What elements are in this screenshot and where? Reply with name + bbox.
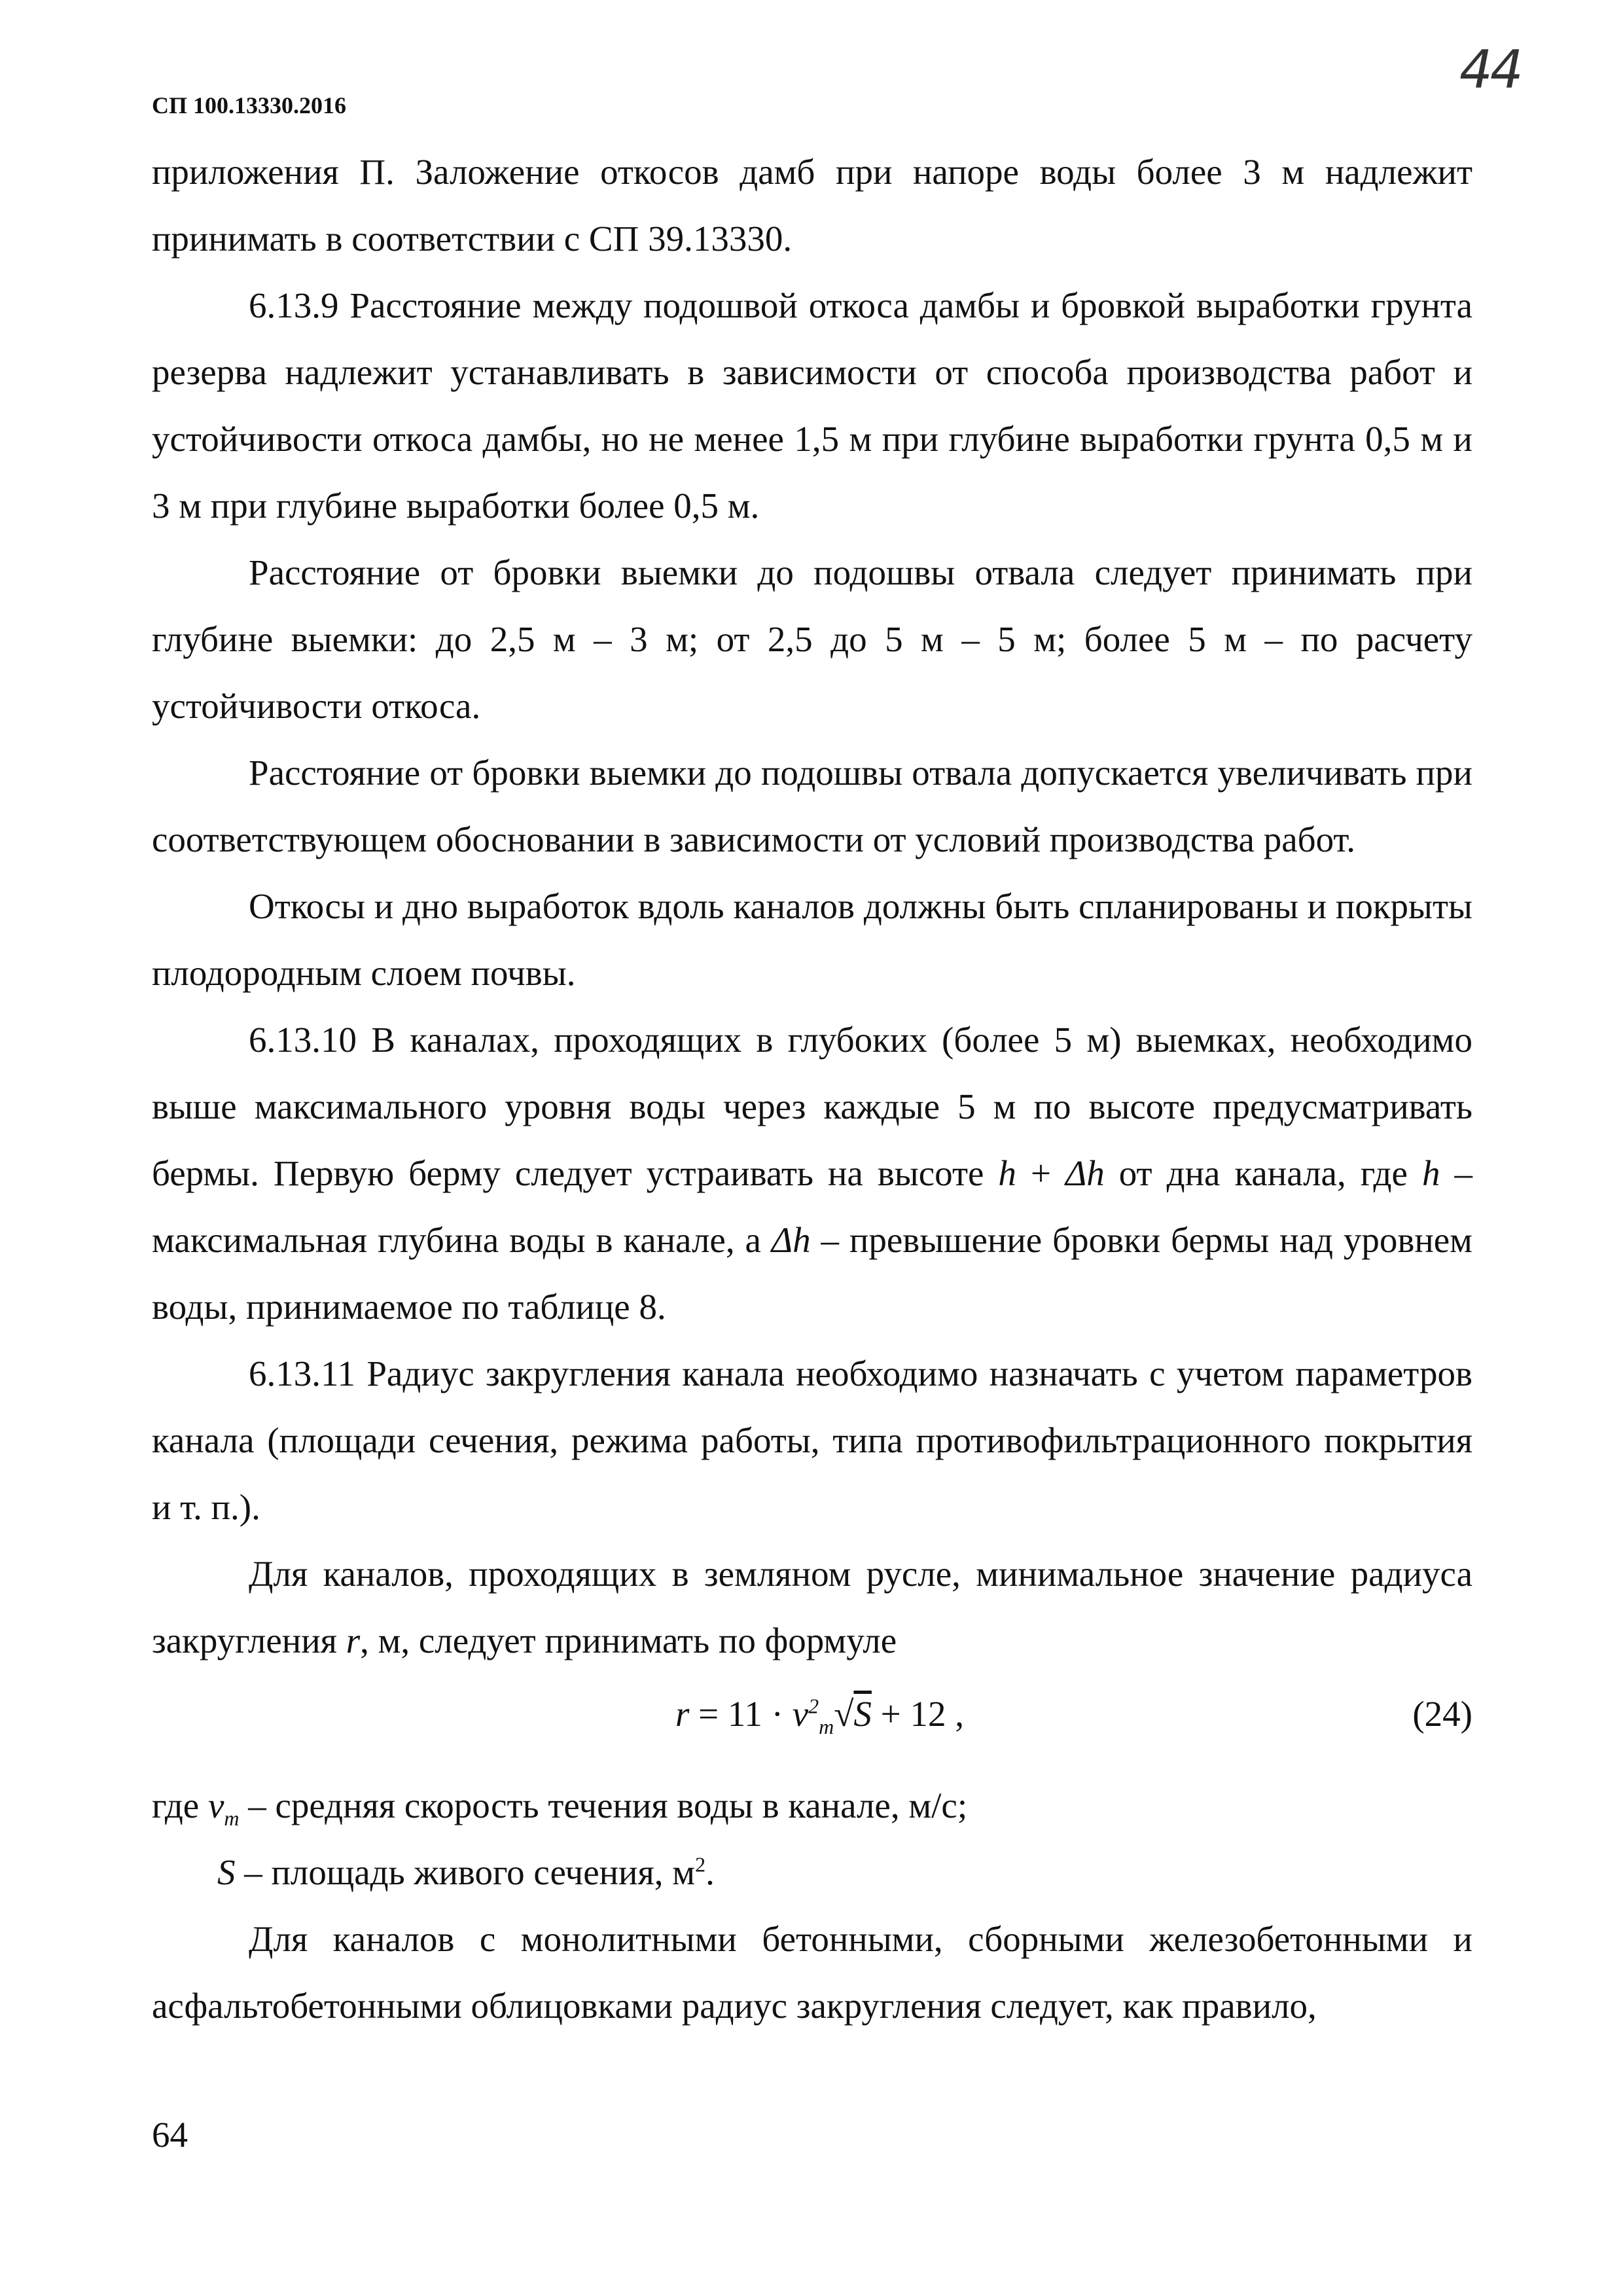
formula-24 [152,1681,1472,1753]
text-span: + [1016,1153,1065,1193]
symbol-h: h [1421,1153,1440,1193]
paragraph-earth-channel [152,1541,1472,1674]
where-S-line [152,1839,1472,1906]
formula-v-sup: 2 [808,1694,819,1718]
text-span: где [152,1785,208,1825]
symbol-delta-h: Δh [771,1220,811,1260]
formula-expression [675,1681,964,1748]
handwritten-page-mark: 44 [1459,39,1521,100]
symbol-v: v [207,1785,224,1825]
page-number: 64 [152,2115,188,2155]
formula-number: (24) [1412,1694,1472,1734]
paragraph-distance-spoil: Расстояние от бровки выемки до подошвы отвала следует принимать при глубине выемки: до 2,5 м – 3 м; от 2,5 до 5 м – 5 м; более 5 м – по расчету устойчивости откоса. [152,552,1472,726]
symbol-S-sup: 2 [695,1852,706,1876]
symbol-v-sub: m [224,1806,240,1830]
text-span: от дна канала, где [1104,1153,1422,1193]
body-text [152,139,1472,2039]
paragraph-6-13-9: 6.13.9 Расстояние между подошвой откоса дамбы и бровкой выработки грунта резерва надлежит устанавливать в зависимости от способа производства работ и устойчивости откоса дамбы, но не менее 1,5 м при глубине выработки грунта 0,5 м и 3 м при глубине выработки более 0,5 м. [152,285,1472,526]
paragraph-6-13-11: 6.13.11 Радиус закругления канала необходимо назначать с учетом параметров канала (площади сечения, режима работы, типа противофильтрационного покрытия и т. п.). [152,1354,1472,1527]
text-span: . [705,1852,715,1892]
text-span: – средняя скорость течения воды в канале, м/с; [239,1785,968,1825]
symbol-delta-h: Δh [1065,1153,1105,1193]
paragraph-continuation: приложения П. Заложение откосов дамб при напоре воды более 3 м надлежит принимать в соответствии с СП 39.13330. [152,152,1472,259]
text-span: , м, следует принимать по формуле [360,1621,897,1660]
formula-S: S [853,1694,872,1734]
paragraph-6-13-10 [152,1007,1472,1340]
paragraph-distance-increase: Расстояние от бровки выемки до подошвы отвала допускается увеличивать при соответствующем обосновании в зависимости от условий производства работ. [152,753,1472,859]
paragraph-lined-channels: Для каналов с монолитными бетонными, сборными железобетонными и асфальтобетонными облицовками радиус закругления следует, как правило, [152,1919,1472,2026]
formula-v: v [792,1694,809,1734]
text-span: – превышение бровки бермы над уровнем воды, принимаемое по таблице 8. [152,1220,1472,1327]
sqrt-symbol: √ [834,1694,854,1734]
where-v-line [152,1772,1472,1839]
symbol-r: r [346,1621,361,1660]
formula-tail: + 12 , [871,1694,964,1734]
text-span: Для каналов, проходящих в земляном русле, минимальное значение радиуса закругления [152,1554,1472,1660]
symbol-S: S [217,1852,236,1892]
document-code-header: СП 100.13330.2016 [152,92,346,118]
formula-eq: = 11 · [689,1694,793,1734]
symbol-h: h [998,1153,1016,1193]
paragraph-slopes: Откосы и дно выработок вдоль каналов должны быть спланированы и покрыты плодородным слоем почвы. [152,886,1472,993]
formula-lhs: r [675,1694,690,1734]
formula-v-sub: m [819,1715,834,1738]
text-span: – максимальная глубина воды в канале, а [152,1153,1472,1260]
text-span: – площадь живого сечения, м [235,1852,696,1892]
text-span: 6.13.10 В каналах, проходящих в глубоких (более 5 м) выемках, необходимо выше максимального уровня воды через каждые 5 м по высоте предусматривать бермы. Первую берму следует устраивать на высоте [152,1020,1472,1193]
